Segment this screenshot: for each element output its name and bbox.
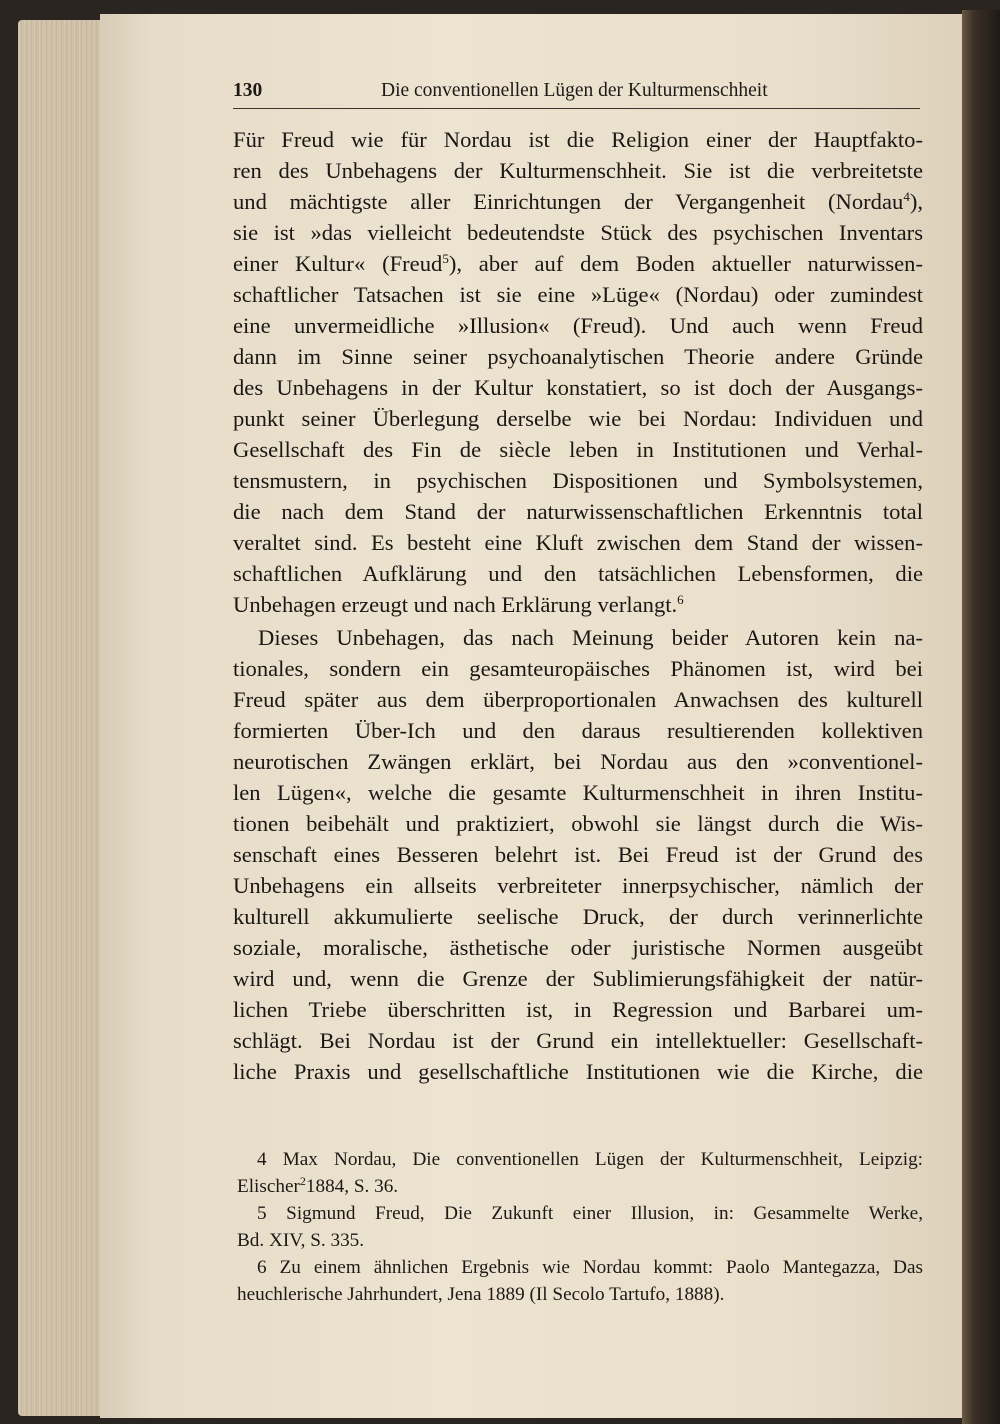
text-line: die nach dem Stand der naturwissenschaftlichen Erkenntnis total — [233, 499, 923, 524]
text-line: wird und, wenn die Grenze der Sublimierungsfähigkeit der natür- — [233, 966, 923, 991]
text-line: schlägt. Bei Nordau ist der Grund ein intellektueller: Gesellschaft- — [233, 1028, 923, 1053]
text-line: einer Kultur« (Freud$^5$), aber auf dem Boden aktueller naturwissen- — [233, 251, 923, 276]
text-line: Freud später aus dem überproportionalen Anwachsen des kulturell — [233, 687, 923, 712]
footnote-6-cont: heuchlerische Jahrhundert, Jena 1889 (Il Secolo Tartufo, 1888). — [237, 1284, 725, 1305]
text-line: kulturell akkumulierte seelische Druck, der durch verinnerlichte — [233, 904, 923, 929]
text-line: tionales, sondern ein gesamteuropäisches Phänomen ist, wird bei — [233, 656, 923, 681]
text-line: punkt seiner Überlegung derselbe wie bei Nordau: Individuen und — [233, 406, 923, 431]
text-line: formierten Über-Ich und den daraus resultierenden kollektiven — [233, 718, 923, 743]
paragraph-2 — [233, 622, 923, 1087]
text-line: veraltet sind. Es besteht eine Kluft zwischen dem Stand der wissen- — [233, 530, 923, 555]
text-line: eine unvermeidliche »Illusion« (Freud). Und auch wenn Freud — [233, 313, 923, 338]
text-line: Dieses Unbehagen, das nach Meinung beider Autoren kein na- — [258, 625, 923, 650]
page-header — [233, 78, 920, 109]
text-line: Für Freud wie für Nordau ist die Religion einer der Hauptfakto- — [233, 127, 923, 152]
text-line: lichen Triebe überschritten ist, in Regression und Barbarei um- — [233, 997, 923, 1022]
footnote-4-cont: Elischer$^2$1884, S. 36. — [237, 1174, 399, 1197]
text-line: Unbehagens ein allseits verbreiteter innerpsychischer, nämlich der — [233, 873, 923, 898]
footnotes — [237, 1146, 923, 1308]
footnote-ref-5: 5 — [442, 251, 449, 266]
text-line: Unbehagen erzeugt und nach Erklärung verlangt.$^6$ — [233, 592, 684, 617]
text-line: schaftlicher Tatsachen ist sie eine »Lüge« (Nordau) oder zumindest — [233, 282, 923, 307]
text-line: soziale, moralische, ästhetische oder juristische Normen ausgeübt — [233, 935, 923, 960]
page-number: 130 — [233, 80, 263, 101]
text-line: dann im Sinne seiner psychoanalytischen Theorie andere Gründe — [233, 344, 923, 369]
footnote-4: 4 Max Nordau, Die conventionellen Lügen der Kulturmenschheit, Leipzig: — [257, 1149, 923, 1170]
text-line: schaftlichen Aufklärung und den tatsächlichen Lebensformen, die — [233, 561, 923, 586]
footnote-ref-4: 4 — [903, 189, 910, 204]
text-line: tionen beibehält und praktiziert, obwohl sie längst durch die Wis- — [233, 811, 923, 836]
footnote-5: 5 Sigmund Freud, Die Zukunft einer Illusion, in: Gesammelte Werke, — [257, 1203, 923, 1224]
text-line: tensmustern, in psychischen Dispositionen und Symbolsystemen, — [233, 468, 923, 493]
text-line: und mächtigste aller Einrichtungen der Vergangenheit (Nordau$^4$), — [233, 189, 923, 214]
footnote-5-cont: Bd. XIV, S. 335. — [237, 1230, 365, 1251]
text-line: sie ist »das vielleicht bedeutendste Stück des psychischen Inventars — [233, 220, 923, 245]
book-gutter-shadow — [962, 10, 1000, 1424]
footnote-6: 6 Zu einem ähnlichen Ergebnis wie Nordau kommt: Paolo Mantegazza, Das — [257, 1257, 923, 1278]
body-text — [233, 124, 923, 1087]
text-line: neurotischen Zwängen erklärt, bei Nordau aus den »conventionel- — [233, 749, 923, 774]
text-line: ren des Unbehagens der Kulturmenschheit. Sie ist die verbreitetste — [233, 158, 923, 183]
text-line: len Lügen«, welche die gesamte Kulturmenschheit in ihren Institu- — [233, 780, 923, 805]
running-title: Die conventionellen Lügen der Kulturmenschheit — [381, 80, 768, 101]
text-line: des Unbehagens in der Kultur konstatiert, so ist doch der Ausgangs- — [233, 375, 923, 400]
paragraph-1 — [233, 124, 923, 620]
footnote-ref-6: 6 — [677, 592, 684, 607]
text-line: Gesellschaft des Fin de siècle leben in Institutionen und Verhal- — [233, 437, 923, 462]
text-line: senschaft eines Besseren belehrt ist. Bei Freud ist der Grund des — [233, 842, 923, 867]
text-line: liche Praxis und gesellschaftliche Institutionen wie die Kirche, die — [233, 1059, 923, 1084]
